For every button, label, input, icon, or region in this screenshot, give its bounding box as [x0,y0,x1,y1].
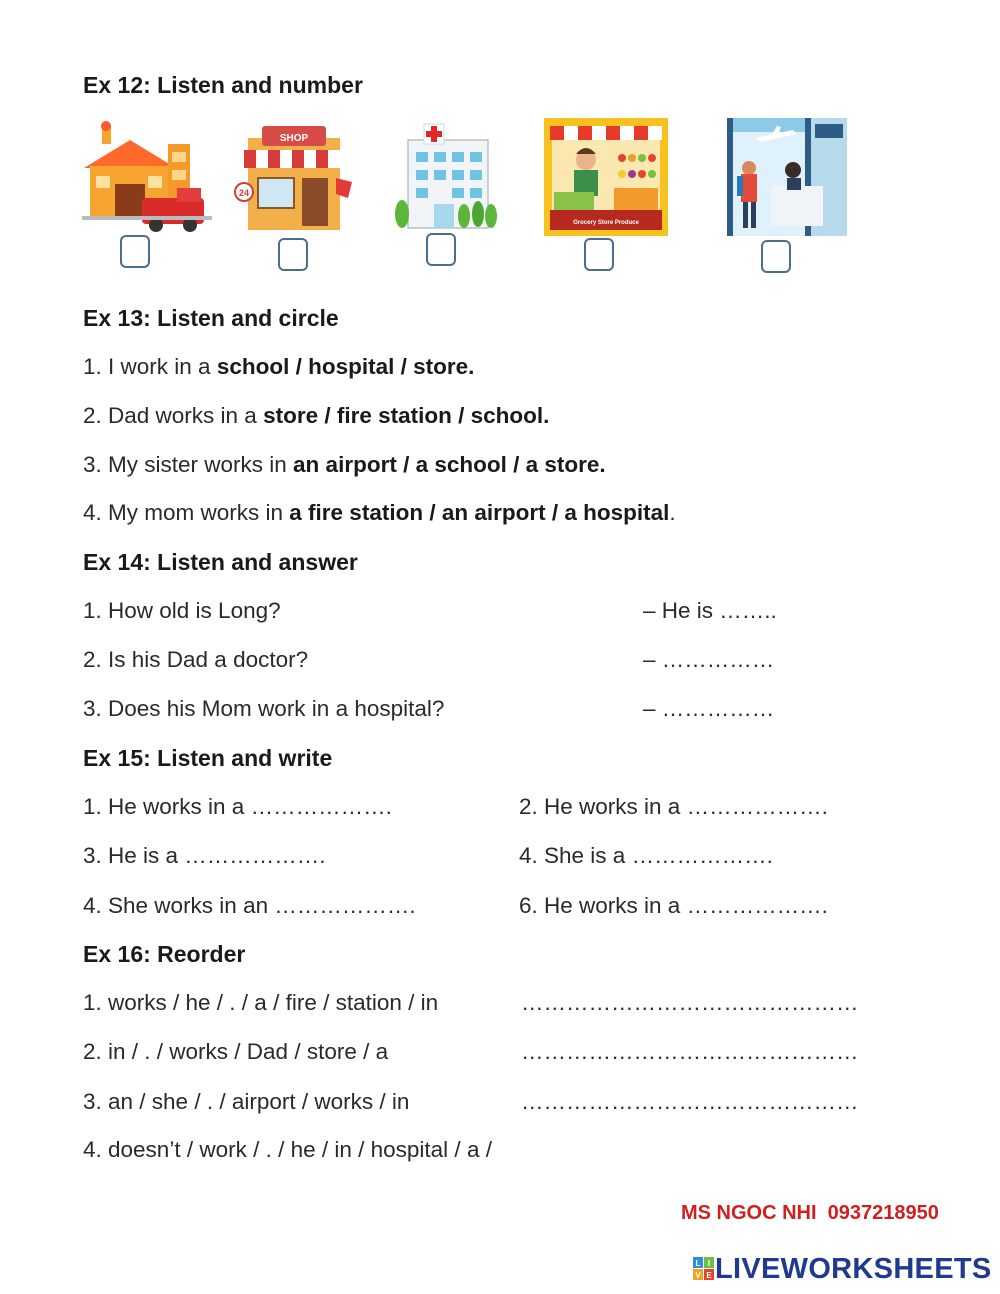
ex13-item-4 [83,500,676,526]
logo-letter-i: I [707,1259,711,1268]
hospital-picture [394,118,500,236]
ex16-title: Ex 16: Reorder [83,941,246,967]
ex13-item-4-options[interactable]: a fire station / an airport / a hospital [289,500,670,525]
ex13-item-2-text: 2. Dad works in a [83,403,264,428]
shop-picture [232,118,352,236]
ex12-title: Ex 12: Listen and number [83,72,363,98]
ex15-item-3[interactable]: 3. He is a ………………. [83,843,326,868]
ex16-answer-1[interactable]: ……………………………………… [521,990,859,1015]
shop-24-badge: 24 [238,188,250,198]
ex13-item-1-options[interactable]: school / hospital / store. [216,354,475,379]
ex15-item-5[interactable]: 4. She works in an ………………. [83,893,416,918]
grocery-sign: Grocery Store Produce [573,220,639,226]
ex13-item-3-text: 3. My sister works in [83,452,294,477]
logo-letter-l: L [695,1259,701,1268]
checkbox-3[interactable] [426,233,456,266]
ex13-item-2 [83,403,549,429]
checkbox-4[interactable] [584,238,614,271]
liveworksheets-logo [693,1252,992,1286]
ex16-words-2: 2. in / . / works / Dad / store / a [83,1039,389,1064]
ex15-item-4[interactable]: 4. She is a ………………. [519,843,773,868]
ex16-answer-3[interactable]: ……………………………………… [521,1089,859,1114]
ex14-title: Ex 14: Listen and answer [83,549,358,575]
ex15-item-6[interactable]: 6. He works in a ………………. [519,893,828,918]
ex15-title: Ex 15: Listen and write [83,745,333,771]
shop-sign: SHOP [279,133,309,144]
ex16-words-4: 4. doesn’t / work / . / he / in / hospital / a / [83,1137,492,1162]
liveworksheets-brand: LIVEWORKSHEETS [715,1252,992,1285]
ex13-title: Ex 13: Listen and circle [83,305,339,331]
checkbox-2[interactable] [278,238,308,271]
checkbox-1[interactable] [120,235,150,268]
ex14-question-1: 1. How old is Long? [83,598,281,623]
ex16-answer-2[interactable]: ……………………………………… [521,1039,859,1064]
ex13-item-4-suffix: . [669,500,676,525]
ex14-answer-2[interactable]: – …………… [643,647,775,672]
grocery-store-picture [544,118,668,236]
liveworksheets-cube-icon [693,1257,715,1281]
ex16-words-3: 3. an / she / . / airport / works / in [83,1089,410,1114]
ex16-words-1: 1. works / he / . / a / fire / station / in [83,990,439,1015]
ex15-item-1[interactable]: 1. He works in a ………………. [83,794,392,819]
airport-picture [727,118,847,236]
ex13-item-1 [83,354,474,380]
logo-letter-e: E [706,1271,712,1280]
ex13-item-4-text: 4. My mom works in [83,500,290,525]
checkbox-5[interactable] [761,240,791,273]
ex13-item-2-options[interactable]: store / fire station / school. [263,403,550,428]
fire-station-picture [82,118,212,236]
ex14-answer-1[interactable]: – He is …….. [643,598,777,623]
ex14-question-3: 3. Does his Mom work in a hospital? [83,696,445,721]
ex15-item-2[interactable]: 2. He works in a ………………. [519,794,828,819]
ex13-item-1-text: 1. I work in a [83,354,217,379]
ex13-item-3-options[interactable]: an airport / a school / a store. [293,452,606,477]
ex14-question-2: 2. Is his Dad a doctor? [83,647,309,672]
ex13-item-3 [83,452,606,478]
teacher-contact: MS NGOC NHI 0937218950 [681,1202,939,1224]
ex14-answer-3[interactable]: – …………… [643,696,775,721]
logo-letter-v: V [695,1271,701,1280]
